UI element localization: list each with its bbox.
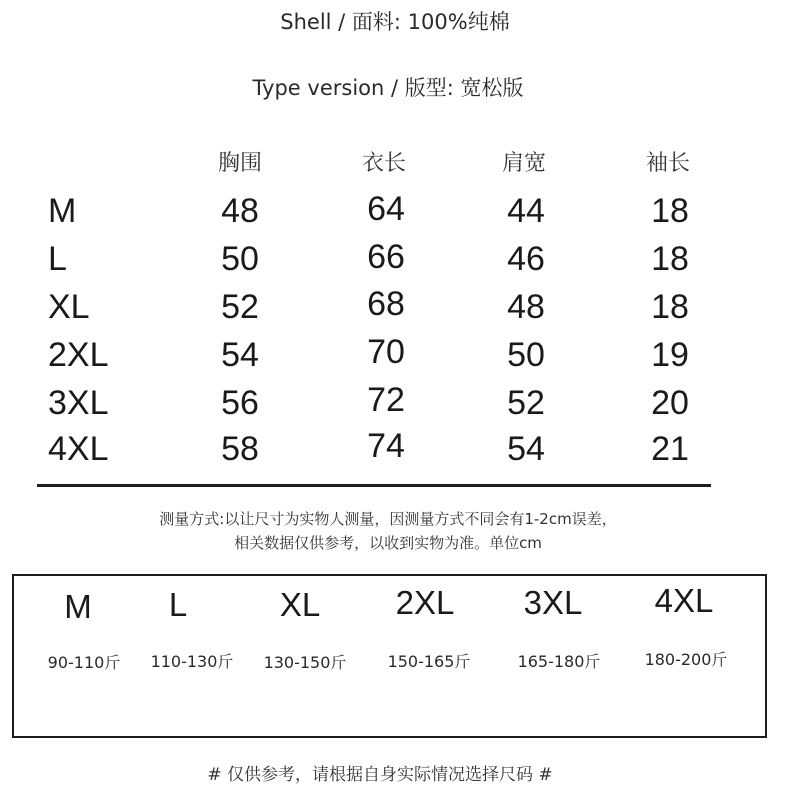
weight-guide-range: 110-130斤	[150, 652, 234, 671]
table-cell: 70	[367, 333, 405, 371]
table-cell: 50	[221, 240, 259, 278]
table-cell: 44	[507, 192, 545, 230]
column-header-length: 衣长	[361, 151, 406, 176]
type-version-line: Type version / 版型: 宽松版	[252, 76, 524, 100]
table-cell: 54	[221, 336, 259, 374]
weight-guide-size: XL	[279, 586, 321, 623]
shell-fabric-line: Shell / 面料: 100%纯棉	[280, 10, 510, 34]
measurement-note-line2: 相关数据仅供参考，以收到实物为准。单位cm	[234, 534, 542, 552]
table-cell: 18	[651, 240, 689, 278]
weight-guide-size: M	[64, 588, 92, 625]
weight-guide-size: 3XL	[523, 584, 583, 621]
table-cell: 46	[507, 240, 545, 278]
table-cell: 18	[651, 192, 689, 230]
weight-guide-size: L	[168, 586, 188, 623]
table-cell: 21	[651, 430, 689, 468]
column-header-chest: 胸围	[217, 151, 262, 176]
table-cell: 58	[221, 430, 259, 468]
weight-guide-range: 150-165斤	[387, 652, 471, 671]
footer-note: # 仅供参考，请根据自身实际情况选择尺码 #	[207, 765, 553, 785]
weight-guide-range: 90-110斤	[47, 653, 121, 672]
divider-line	[37, 484, 711, 487]
weight-guide-range: 130-150斤	[263, 653, 347, 672]
table-cell: 68	[367, 285, 405, 323]
table-cell: 64	[367, 190, 405, 228]
table-cell: 52	[507, 384, 545, 422]
table-cell: 66	[367, 238, 405, 276]
table-cell: 54	[507, 430, 545, 468]
row-size-label: L	[48, 240, 67, 278]
table-cell: 72	[367, 381, 405, 419]
table-cell: 18	[651, 288, 689, 326]
row-size-label: 3XL	[48, 384, 109, 422]
column-header-shoulder: 肩宽	[501, 151, 546, 176]
table-cell: 50	[507, 336, 545, 374]
weight-guide-size: 4XL	[654, 582, 714, 619]
table-cell: 20	[651, 384, 689, 422]
column-header-sleeve: 袖长	[645, 151, 690, 176]
table-cell: 48	[221, 192, 259, 230]
row-size-label: XL	[48, 288, 90, 326]
row-size-label: 2XL	[48, 336, 109, 374]
row-size-label: M	[48, 192, 77, 230]
table-cell: 52	[221, 288, 259, 326]
weight-guide-range: 165-180斤	[517, 652, 601, 671]
row-size-label: 4XL	[48, 430, 109, 468]
table-cell: 56	[221, 384, 259, 422]
measurement-note-line1: 测量方式:以让尺寸为实物人测量，因测量方式不同会有1-2cm误差，	[159, 510, 617, 528]
table-cell: 74	[367, 427, 405, 465]
weight-guide-size: 2XL	[395, 584, 455, 621]
table-cell: 19	[651, 336, 689, 374]
table-cell: 48	[507, 288, 545, 326]
weight-guide-range: 180-200斤	[644, 650, 728, 669]
